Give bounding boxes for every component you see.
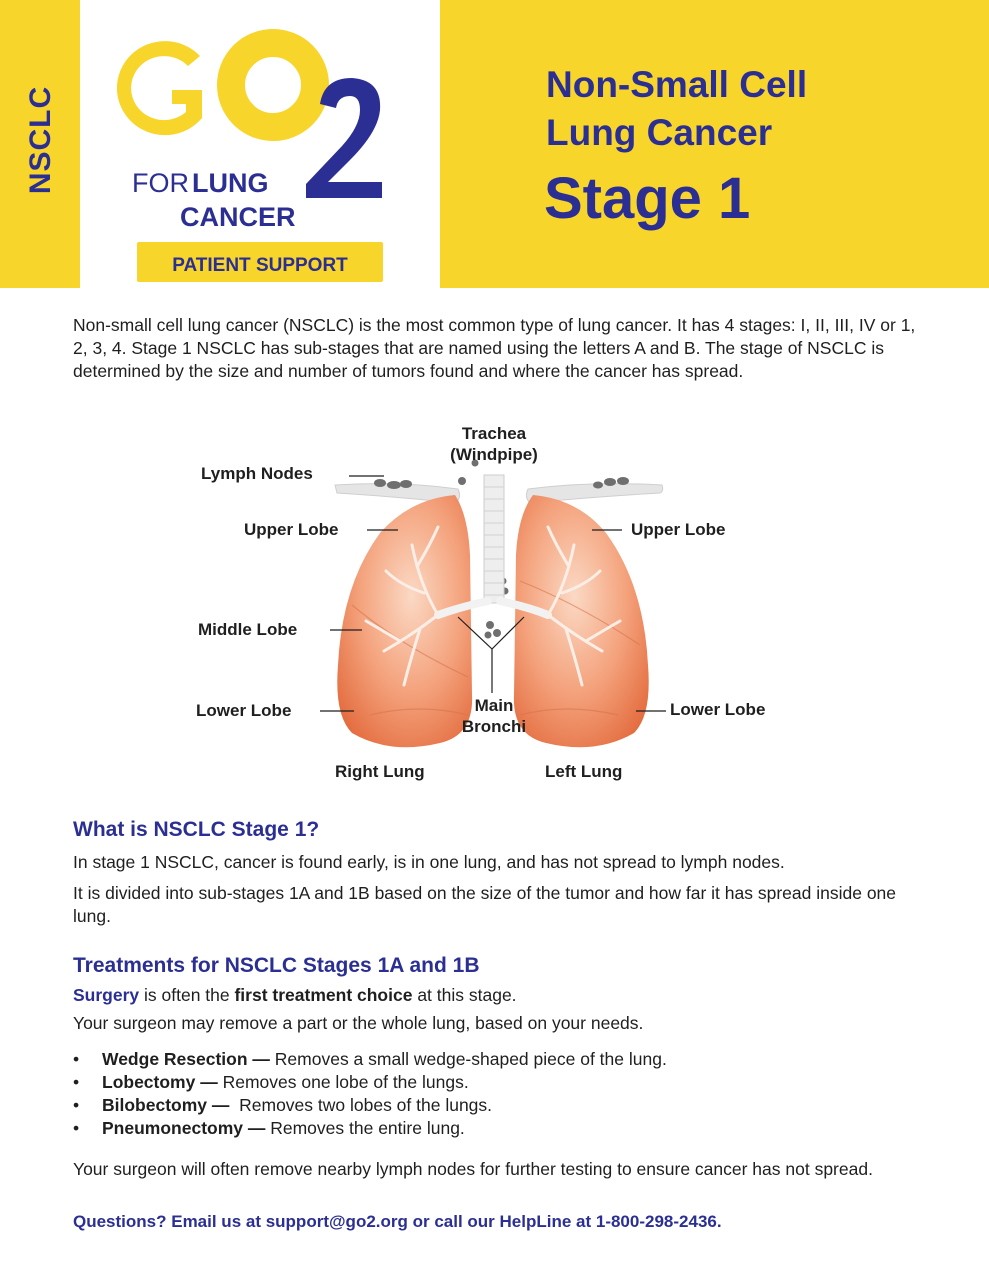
label-right-lung: Right Lung [335,762,425,781]
label-trachea [424,423,564,465]
procedure-term: Pneumonectomy — [102,1118,266,1138]
go2-logo-graphic [80,0,440,288]
bullet-icon: • [73,1118,80,1138]
label-lower-lobe-right: Lower Lobe [196,701,292,720]
trachea-shape [484,475,504,603]
label-main-bronchi [444,695,544,737]
title-panel [440,0,989,288]
logo-lung-text: LUNG [192,168,269,198]
bullet-icon: • [73,1095,80,1115]
doc-stage-title: Stage 1 [544,166,751,231]
lung-illustration [0,415,989,795]
list-item [73,1094,667,1117]
procedure-term: Wedge Resection — [102,1049,270,1069]
label-left-lung: Left Lung [545,762,623,781]
what-is-paragraph-2: It is divided into sub-stages 1A and 1B based on the size of the tumor and how far it has spread inside one lung. [73,883,897,926]
logo-badge-text: PATIENT SUPPORT [172,255,348,276]
surgery-end-text: at this stage. [412,985,517,1005]
logo-o-shape [231,43,315,127]
treatments-heading: Treatments for NSCLC Stages 1A and 1B [73,954,480,977]
label-main-bronchi-line1: Main [474,696,514,715]
bullet-icon: • [73,1049,80,1069]
list-item [73,1117,667,1140]
logo-for-text: FOR [132,168,189,198]
procedure-list [73,1048,667,1140]
label-lymph-nodes: Lymph Nodes [201,464,313,483]
doc-title-line2: Lung Cancer [546,112,773,153]
logo-cancer-text: CANCER [180,202,296,232]
label-lower-lobe-left: Lower Lobe [670,700,766,719]
list-item [73,1071,667,1094]
list-item [73,1048,667,1071]
closing-paragraph: Your surgeon will often remove nearby lymph nodes for further testing to ensure cancer has not spread. [73,1159,873,1179]
label-middle-lobe: Middle Lobe [198,620,298,639]
contact-footer: Questions? Email us at support@go2.org or call our HelpLine at 1-800-298-2436. [73,1212,722,1231]
label-upper-lobe-right: Upper Lobe [244,520,339,539]
doc-title-line1: Non-Small Cell [546,64,808,105]
bullet-icon: • [73,1072,80,1092]
procedure-term: Bilobectomy — [102,1095,230,1115]
logo-g-shape [117,41,202,135]
surgery-word: Surgery [73,985,140,1005]
side-tab-label: NSCLC [24,85,57,195]
what-is-paragraph-1: In stage 1 NSCLC, cancer is found early, is in one lung, and has not spread to lymph nodes. [73,852,785,872]
go2-logo [80,0,440,288]
label-trachea-line2: (Windpipe) [450,445,538,464]
label-trachea-line1: Trachea [461,424,527,443]
procedure-desc: Removes a small wedge-shaped piece of the lung. [269,1049,667,1069]
label-upper-lobe-left: Upper Lobe [631,520,726,539]
surgeon-paragraph: Your surgeon may remove a part or the whole lung, based on your needs. [73,1013,644,1033]
lung-diagram [0,415,989,795]
first-choice-text: first treatment choice [234,985,413,1005]
what-is-heading: What is NSCLC Stage 1? [73,818,320,841]
procedure-term: Lobectomy — [102,1072,218,1092]
surgery-mid-text: is often the [139,985,235,1005]
page-header [0,0,989,288]
intro-paragraph: Non-small cell lung cancer (NSCLC) is the most common type of lung cancer. It has 4 stages: I, II, III, IV or 1, 2, 3, 4. Stage 1 NSCLC has sub-stages that are named using the letters A and B. The stage of NSCLC is determined by the size and number of tumors found and where the cancer has spread. [73,315,916,381]
procedure-desc: Removes the entire lung. [265,1118,465,1138]
side-tab [0,0,80,288]
surgery-paragraph [73,984,923,1007]
procedure-desc: Removes one lobe of the lungs. [217,1072,469,1092]
label-main-bronchi-line2: Bronchi [461,717,527,736]
procedure-desc: Removes two lobes of the lungs. [229,1095,493,1115]
